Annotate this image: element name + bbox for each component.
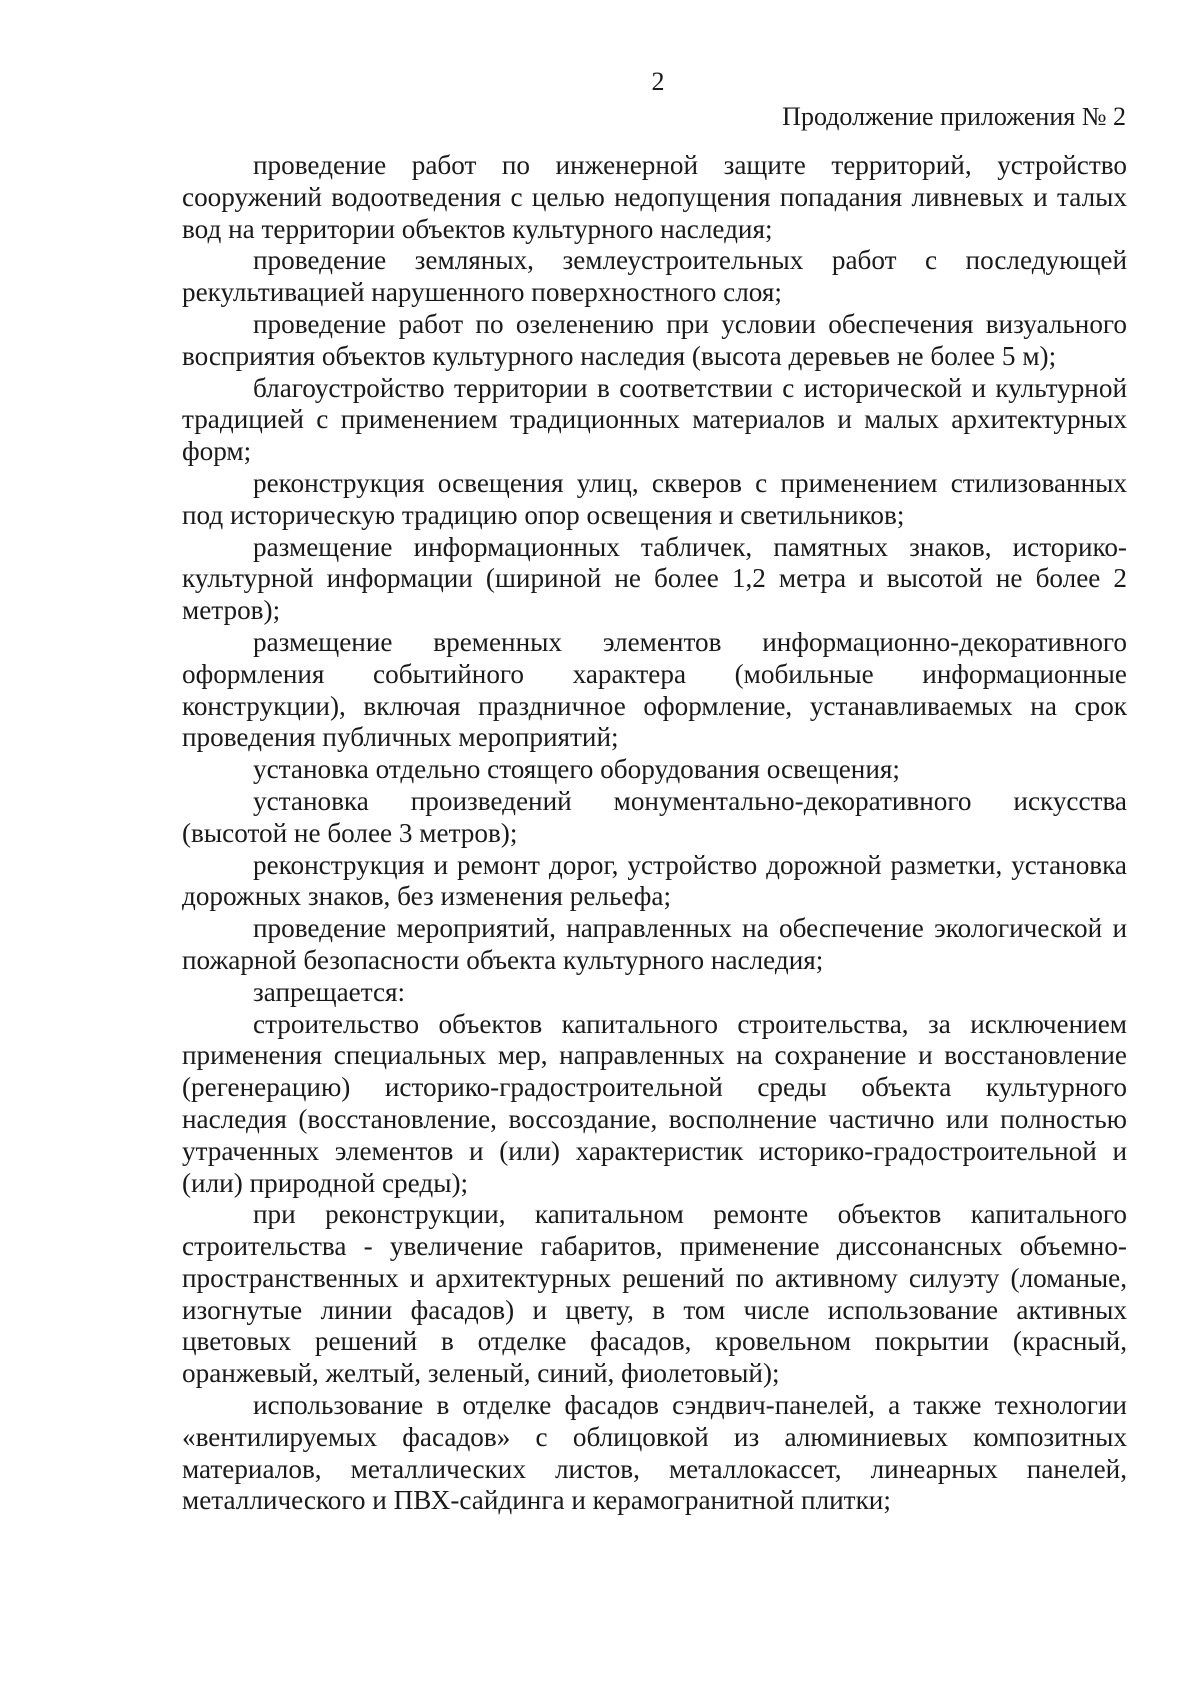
paragraph: проведение работ по инженерной защите территорий, устройство сооружений водоотведения с целью недопущения попадания ливневых и талых вод на территории объектов культурного наследия; (182, 150, 1127, 244)
paragraph: строительство объектов капитального строительства, за исключением применения специальных мер, направленных на сохранение и восстановление (регенерацию) историко-градостроительной среды объекта культурного наследия (восстановление, воссоздание, восполнение частично или полностью утраченных элементов и (или) характеристик историко-градостроительной и (или) природной среды); (182, 1008, 1127, 1198)
paragraph: реконструкция и ремонт дорог, устройство дорожной разметки, установка дорожных знаков, без изменения рельефа; (182, 849, 1127, 912)
body-text (182, 150, 1127, 1517)
appendix-continuation-label: Продолжение приложения № 2 (782, 102, 1126, 131)
paragraph: размещение временных элементов информационно-декоративного оформления событийного характера (мобильные информационные конструкции), включая праздничное оформление, устанавливаемых на срок проведения публичных мероприятий; (182, 626, 1127, 753)
paragraph-prohibited-heading: запрещается: (253, 976, 406, 1007)
paragraph: установка отдельно стоящего оборудования освещения; (253, 754, 900, 785)
paragraph: проведение мероприятий, направленных на обеспечение экологической и пожарной безопасности объекта культурного наследия; (182, 913, 1127, 975)
paragraph: при реконструкции, капитальном ремонте объектов капитального строительства - увеличение габаритов, применение диссонансных объемно-пространственных и архитектурных решений по активному силуэту (ломаные, изогнутые линии фасадов) и цвету, в том числе использование активных цветовых решений в отделке фасадов, кровельном покрытии (красный, оранжевый, желтый, зеленый, синий, фиолетовый); (182, 1199, 1127, 1389)
paragraph: использование в отделке фасадов сэндвич-панелей, а также технологии «вентилируемых фасадов» с облицовкой из алюминиевых композитных материалов, металлических листов, металлокассет, линеарных панелей, металлического и ПВХ-сайдинга и керамогранитной плитки; (182, 1390, 1127, 1516)
paragraph: благоустройство территории в соответствии с исторической и культурной традицией с применением традиционных материалов и малых архитектурных форм; (182, 372, 1127, 467)
paragraph: проведение работ по озеленению при условии обеспечения визуального восприятия объектов культурного наследия (высота деревьев не более 5 м); (182, 308, 1127, 371)
paragraph: установка произведений монументально-декоративного искусства (высотой не более 3 метров); (182, 785, 1127, 848)
paragraph: реконструкция освещения улиц, скверов с применением стилизованных под историческую традицию опор освещения и светильников; (182, 467, 1127, 530)
paragraph: проведение земляных, землеустроительных работ с последующей рекультивацией нарушенного поверхностного слоя; (182, 245, 1127, 308)
paragraph: размещение информационных табличек, памятных знаков, историко-культурной информации (шириной не более 1,2 метра и высотой не более 2 метров); (182, 531, 1127, 626)
page-number: 2 (651, 67, 665, 96)
